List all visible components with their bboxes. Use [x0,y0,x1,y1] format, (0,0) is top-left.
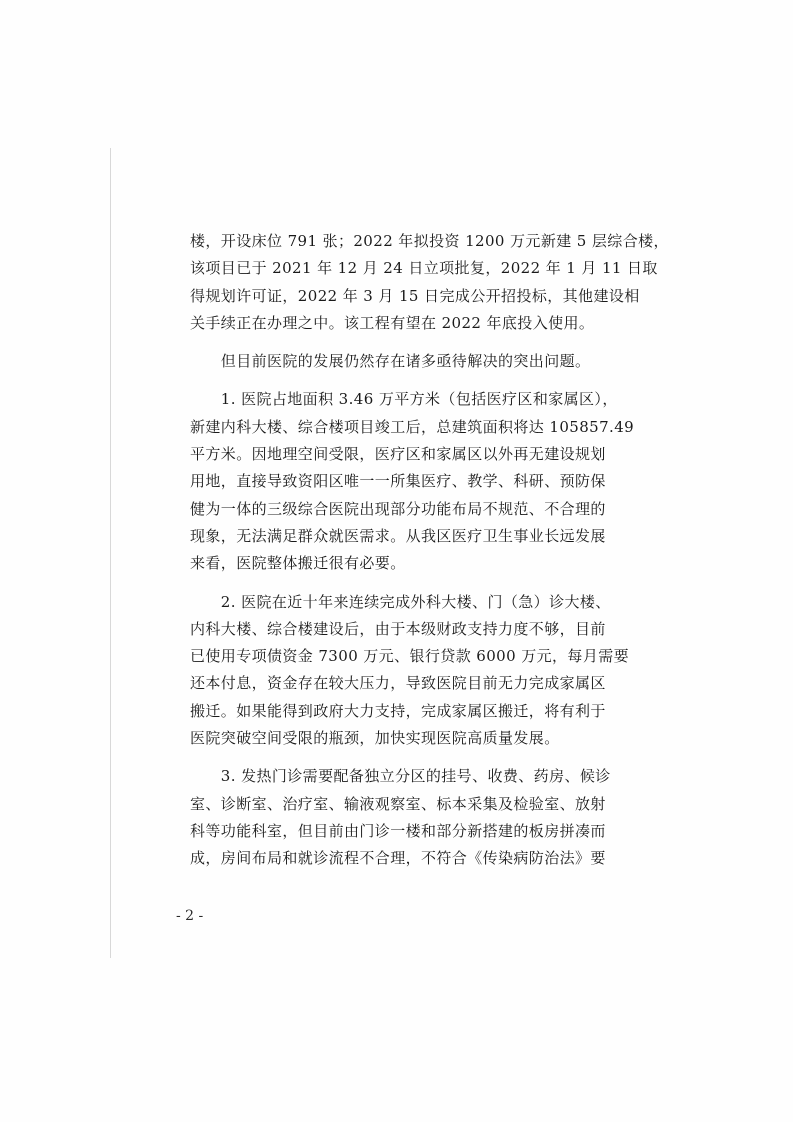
text-line: 来看，医院整体搬迁很有必要。 [190,554,406,573]
text-line: 室、诊断室、治疗室、输液观察室、标本采集及检验室、放射 [190,794,606,813]
text-line: 成，房间布局和就诊流程不合理，不符合《传染病防治法》要 [190,849,606,868]
page-number: - 2 - [176,908,204,924]
text-line: 2. 医院在近十年来连续完成外科大楼、门（急）诊大楼、 [190,592,611,611]
scan-edge-line [110,148,111,958]
text-line: 平方米。因地理空间受限，医疗区和家属区以外再无建设规划 [190,445,606,464]
text-line: 得规划许可证，2022 年 3 月 15 日完成公开招投标，其他建设相 [190,286,640,305]
text-line: 该项目已于 2021 年 12 月 24 日立项批复，2022 年 1 月 11 日取 [190,259,658,278]
text-line: 搬迁。如果能得到政府大力支持，完成家属区搬迁，将有利于 [190,701,606,720]
text-line: 新建内科大楼、综合楼项目竣工后，总建筑面积将达 105857.49 [190,417,635,436]
text-line: 内科大楼、综合楼建设后，由于本级财政支持力度不够，目前 [190,619,606,638]
text-line: 已使用专项债资金 7300 万元、银行贷款 6000 万元，每月需要 [190,647,630,666]
body-text [190,228,669,873]
text-line: 健为一体的三级综合医院出现部分功能布局不规范、不合理的 [190,499,606,518]
text-line: 关手续正在办理之中。该工程有望在 2022 年底投入使用。 [190,313,595,332]
text-line: 楼，开设床位 791 张；2022 年拟投资 1200 万元新建 5 层综合楼， [190,232,669,250]
text-line: 1. 医院占地面积 3.46 万平方米（包括医疗区和家属区）， [190,390,618,409]
text-line: 还本付息，资金存在较大压力，导致医院目前无力完成家属区 [190,674,606,693]
text-line: 用地，直接导致资阳区唯一一所集医疗、教学、科研、预防保 [190,472,606,491]
text-line: 医院突破空间受限的瓶颈，加快实现医院高质量发展。 [190,729,560,748]
text-line: 科等功能科室，但目前由门诊一楼和部分新搭建的板房拼凑而 [190,821,606,840]
text-line: 现象，无法满足群众就医需求。从我区医疗卫生事业长远发展 [190,526,606,545]
text-line: 3. 发热门诊需要配备独立分区的挂号、收费、药房、候诊 [190,767,611,786]
text-line: 但目前医院的发展仍然存在诸多亟待解决的突出问题。 [190,352,591,371]
